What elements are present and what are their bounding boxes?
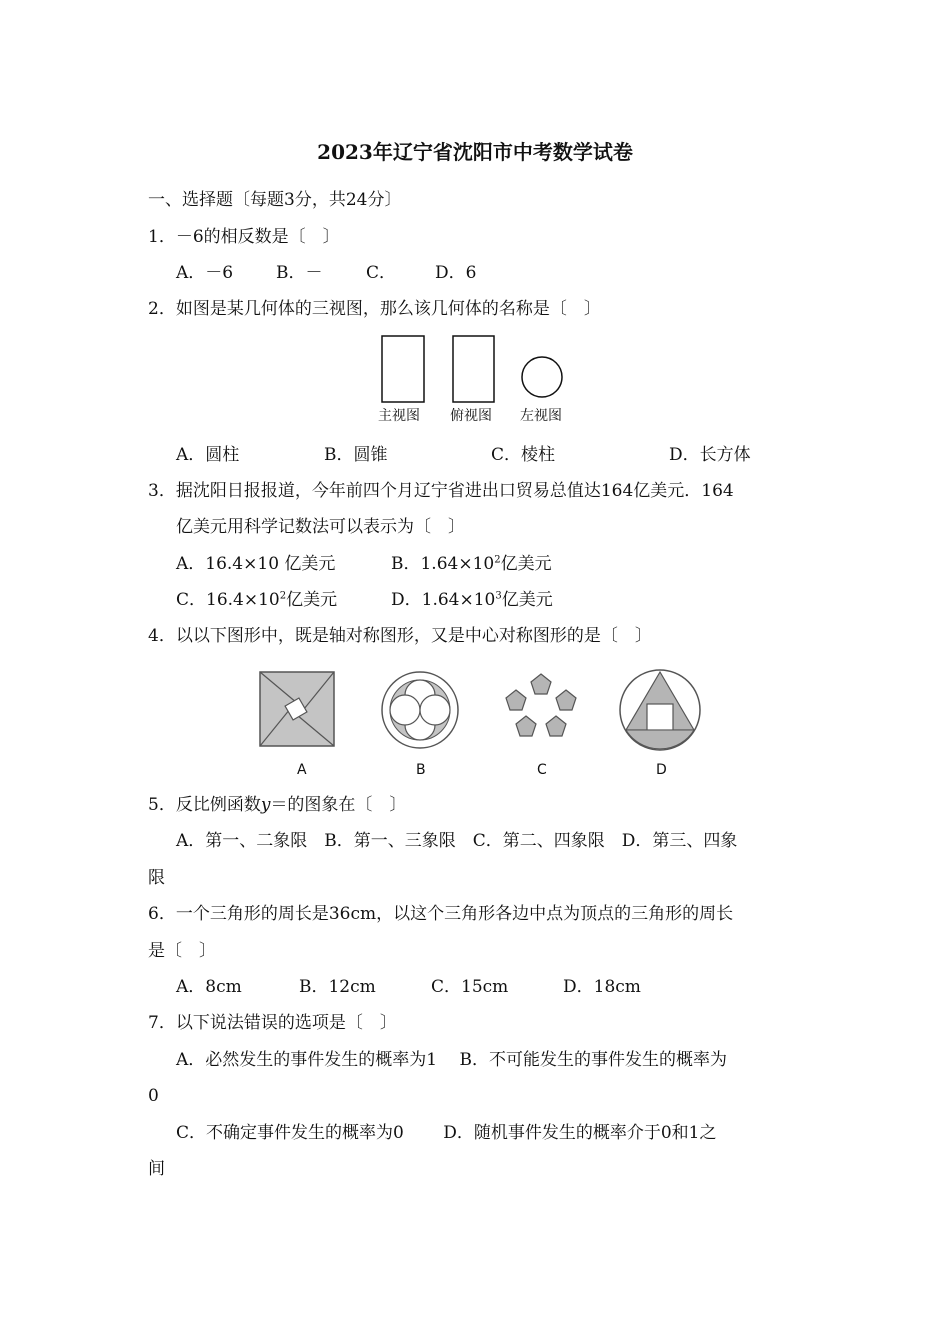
q2-option-b: B．圆锥 (324, 445, 388, 465)
figure-c-label: C (537, 762, 547, 778)
q1-option-c: C． (366, 263, 397, 283)
q2-option-a: A．圆柱 (176, 445, 240, 465)
top-view-rect (453, 336, 494, 402)
q1-stem: 1．－6的相反数是〔 〕 (148, 227, 340, 247)
q2-stem: 2．如图是某几何体的三视图，那么该几何体的名称是〔 〕 (148, 299, 601, 319)
q5-stem-variable: y (260, 795, 271, 815)
q6-option-c: C．15cm (431, 977, 509, 997)
q3-option-c (176, 589, 337, 611)
side-view-circle (522, 357, 562, 397)
q3-option-b-exponent: 2 (494, 554, 501, 566)
q3-option-b-unit: 亿美元 (500, 554, 552, 574)
figure-a-pinwheel-square (260, 672, 334, 746)
q3-option-d (391, 589, 553, 611)
q7-stem: 7．以下说法错误的选项是〔 〕 (148, 1013, 397, 1033)
q7-options-line2: C．不确定事件发生的概率为0 D．随机事件发生的概率介于0和1之 (176, 1123, 717, 1143)
top-view-label: 俯视图 (450, 408, 492, 424)
front-view-label: 主视图 (378, 408, 420, 424)
figure-d-circle-triangle-square (620, 670, 700, 750)
q3-option-d-base: D．1.64×10 (391, 590, 496, 610)
q5-stem-pre: 5．反比例函数 (148, 795, 261, 815)
q7-options-line2-wrap: 间 (148, 1159, 165, 1179)
front-view-rect (382, 336, 424, 402)
q2-option-d: D．长方体 (669, 445, 751, 465)
figure-c-pentagon-ring (506, 674, 576, 736)
q6-stem-line1: 6．一个三角形的周长是36cm，以这个三角形各边中点为顶点的三角形的周长 (148, 904, 734, 924)
q3-option-c-unit: 亿美元 (286, 590, 338, 610)
q3-option-d-unit: 亿美元 (501, 590, 553, 610)
q7-options-line1: A．必然发生的事件发生的概率为1 B．不可能发生的事件发生的概率为 (176, 1050, 727, 1070)
q6-option-a: A．8cm (176, 977, 242, 997)
q5-stem (148, 794, 406, 816)
page-title: 2023年辽宁省沈阳市中考数学试卷 (317, 140, 633, 164)
q3-stem-line1: 3．据沈阳日报报道，今年前四个月辽宁省进出口贸易总值达164亿美元．164 (148, 481, 734, 501)
figure-a-label: A (297, 762, 307, 778)
figure-d-label: D (656, 762, 667, 778)
q5-stem-post: ＝的图象在〔 〕 (270, 795, 407, 815)
q1-option-d: D．6 (435, 263, 477, 283)
q3-option-b (391, 553, 552, 575)
q5-options-wrap: 限 (148, 868, 165, 888)
q1-option-a: A．－6 (176, 263, 234, 283)
q3-option-b-base: B．1.64×10 (391, 554, 495, 574)
section-heading: 一、选择题〔每题3分，共24分〕 (148, 190, 402, 210)
q4-stem: 4．以以下图形中，既是轴对称图形，又是中心对称图形的是〔 〕 (148, 626, 652, 646)
q4-figures (250, 664, 720, 754)
q2-option-c: C．棱柱 (491, 445, 556, 465)
q1-option-b: B．－ (276, 263, 323, 283)
q6-option-b: B．12cm (299, 977, 376, 997)
q3-option-a: A．16.4×10 亿美元 (176, 554, 336, 574)
q7-options-line1-wrap: 0 (148, 1086, 159, 1106)
q6-option-d: D．18cm (563, 977, 641, 997)
side-view-label: 左视图 (520, 408, 562, 424)
figure-b-petal-circle (382, 672, 458, 748)
q5-options: A．第一、二象限 B．第一、三象限 C．第二、四象限 D．第三、四象 (176, 831, 738, 851)
q3-option-c-base: C．16.4×10 (176, 590, 280, 610)
figure-b-label: B (416, 762, 426, 778)
q6-stem-line2: 是〔 〕 (148, 941, 216, 961)
q3-option-c-exponent: 2 (279, 590, 287, 602)
q3-stem-line2: 亿美元用科学记数法可以表示为〔 〕 (176, 517, 465, 537)
q3-option-d-exponent: 3 (495, 590, 502, 602)
